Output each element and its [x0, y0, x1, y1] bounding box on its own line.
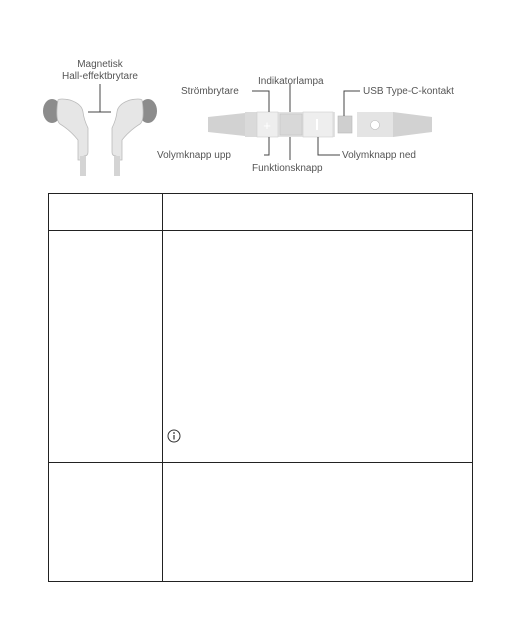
- hall-switch-label-line1: Magnetisk: [77, 59, 123, 70]
- spec-table: [48, 193, 473, 582]
- table-cell: [49, 231, 163, 462]
- remote-control: [208, 112, 432, 137]
- function-label: Funktionsknapp: [252, 163, 323, 174]
- function-button-shape: [280, 114, 302, 135]
- vol-down-callout: [318, 137, 340, 155]
- right-earbud-icon: [112, 99, 157, 176]
- power-switch-label: Strömbrytare: [181, 86, 239, 97]
- minus-icon: [316, 119, 318, 130]
- table-header-row: [49, 194, 472, 231]
- info-icon: [167, 429, 181, 443]
- usb-port: [338, 116, 352, 133]
- vol-down-label: Volymknapp ned: [342, 150, 416, 161]
- usb-label: USB Type-C-kontakt: [363, 86, 454, 97]
- indicator-label: Indikatorlampa: [258, 76, 324, 87]
- vol-up-callout: [264, 137, 269, 155]
- hall-switch-label-line2: Hall-effektbrytare: [62, 71, 138, 82]
- power-callout: [252, 91, 269, 112]
- table-cell: [49, 194, 163, 230]
- hall-callout-left: [88, 84, 100, 112]
- plus-icon: +: [263, 118, 271, 133]
- left-earbud-icon: [43, 99, 88, 176]
- table-row: [49, 463, 472, 581]
- table-cell: [49, 463, 163, 581]
- table-row: [49, 231, 472, 463]
- product-diagram: [0, 0, 510, 190]
- table-cell: [163, 463, 472, 581]
- logo-icon: [371, 121, 380, 130]
- table-cell: [163, 231, 472, 462]
- table-cell: [163, 194, 472, 230]
- vol-up-label: Volymknapp upp: [157, 150, 231, 161]
